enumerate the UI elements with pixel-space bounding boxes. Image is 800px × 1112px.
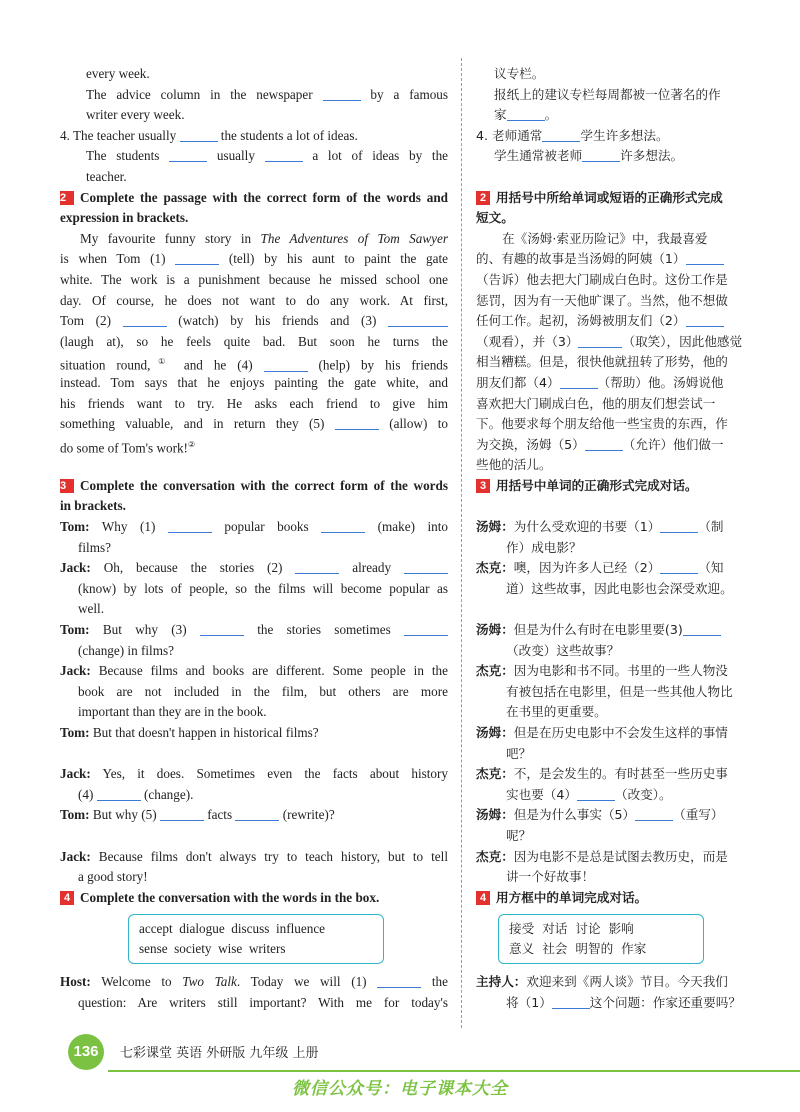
text-line: 家 。: [494, 107, 558, 123]
passage-line: 相当糟糕。但是，很快他就扭转了形势，他的: [476, 354, 728, 370]
answer-blank[interactable]: [321, 519, 365, 533]
answer-blank[interactable]: [335, 416, 379, 430]
answer-blank[interactable]: [582, 148, 620, 162]
dialogue-line: 作）成电影？: [506, 539, 582, 555]
dialogue-line: Jack: Oh, because the stories (2) already: [60, 558, 448, 579]
dialogue-line: Tom: But why (3) the stories sometimes: [60, 620, 448, 641]
dialogue-line: Tom: But why (5) facts (rewrite)?: [60, 807, 335, 823]
dialogue-line: 汤姆：但是为什么有时在电影里要(3): [476, 620, 742, 641]
answer-blank[interactable]: [265, 148, 303, 162]
answer-blank[interactable]: [323, 87, 361, 101]
text-line: every week.: [86, 66, 150, 81]
passage-line: is when Tom (1) (tell) by his aunt to paint the gate: [60, 251, 449, 267]
dialogue-line: (change) in films?: [78, 642, 174, 658]
dialogue-line: Jack: Yes, it does. Sometimes even the facts about history: [60, 766, 448, 782]
dialogue-line: Host: Welcome to Two Talk. Today we will (1) the: [60, 974, 449, 990]
word-box-line: accept dialogue discuss influence: [139, 921, 326, 937]
dialogue-line: Tom: But that doesn't happen in historical films?: [60, 725, 319, 740]
passage-line: （告诉）他去把大门刷成白色时。这份工作是: [476, 271, 728, 287]
page-number: 136: [68, 1034, 104, 1070]
dialogue-line: films?: [78, 539, 111, 555]
text-line: 议专栏。: [494, 66, 545, 81]
dialogue-line: 将（1） 这个问题：作家还重要吗？: [506, 994, 741, 1010]
passage-line: 为交换，汤姆（5） （允许）他们做一: [476, 436, 724, 452]
page-footer: [0, 1030, 800, 1112]
dialogue-line: 杰克：因为电影和书不同。书里的一些人物没: [476, 663, 728, 679]
section-number-badge: 2: [60, 191, 74, 205]
text-line: 报纸上的建议专栏每周都被一位著名的作: [494, 86, 721, 102]
dialogue-line: 道）这些故事，因此电影也会深受欢迎。: [506, 580, 733, 596]
answer-blank[interactable]: [235, 807, 279, 821]
answer-blank[interactable]: [542, 128, 580, 142]
section-number-badge: 4: [476, 891, 490, 905]
passage-line: 任何工作。起初，汤姆被朋友们（2）: [476, 311, 742, 332]
dialogue-line: (4) (change).: [78, 786, 194, 802]
dialogue-line: Jack: Because films don't always try to teach history, but to tell: [60, 848, 448, 864]
section-4-title: 4 Complete the conversation with the words in the box.: [60, 888, 448, 909]
answer-blank[interactable]: [169, 148, 207, 162]
dialogue-line: book are not included in the film, but others are more: [78, 683, 448, 699]
text-line: 4. The teacher usually the students a lot of ideas.: [60, 127, 358, 143]
answer-blank[interactable]: [377, 974, 421, 988]
answer-blank[interactable]: [560, 375, 598, 389]
section-3-title: 3 用括号中单词的正确形式完成对话。: [476, 476, 742, 497]
answer-blank[interactable]: [388, 313, 448, 327]
section-3-title-cont: in brackets.: [60, 498, 126, 514]
section-number-badge: 2: [476, 191, 490, 205]
passage-line: something valuable, and in return they (5) (allow) to: [60, 416, 449, 432]
passage-line: My favourite funny story in The Adventures of Tom Sawyer: [80, 230, 448, 246]
dialogue-line: （改变）这些故事？: [506, 642, 620, 658]
passage-line: 喜欢把大门刷成白色，他的朋友们想尝试一: [476, 395, 716, 411]
passage-line: (laugh at), so he feels quite bad. But soon he turns the: [60, 333, 448, 349]
dialogue-line: 呢？: [506, 827, 532, 843]
passage-line: instead. Tom says that he enjoys painting the gate white, and: [60, 374, 448, 390]
watermark: 微信公众号：电子课本大全: [292, 1079, 508, 1099]
text-line: 4. 老师通常 学生许多想法。: [476, 127, 669, 143]
section-2-title-cont: 短文。: [476, 210, 514, 226]
answer-blank[interactable]: [175, 251, 219, 265]
word-box-line: sense society wise writers: [139, 941, 286, 957]
passage-line: 下。他要求每个朋友给他一些宝贵的东西，作: [476, 416, 728, 432]
text-line: The students usually a lot of ideas by the: [86, 148, 449, 164]
answer-blank[interactable]: [180, 128, 218, 142]
passage-line: white. The work is a punishment because he missed school one: [60, 271, 448, 287]
dialogue-line: 杰克：不，是会发生的。有时甚至一些历史事: [476, 766, 728, 782]
section-number-badge: 4: [60, 891, 74, 905]
section-4-title: 4 用方框中的单词完成对话。: [476, 888, 742, 909]
dialogue-line: important than they are in the book.: [78, 704, 267, 720]
answer-blank[interactable]: [295, 560, 339, 574]
text-line: teacher.: [86, 168, 127, 184]
answer-blank[interactable]: [578, 334, 622, 348]
answer-blank[interactable]: [404, 622, 448, 636]
passage-line: 的、有趣的故事是当汤姆的阿姨（1）: [476, 249, 742, 270]
answer-blank[interactable]: [635, 807, 673, 821]
chinese-column: [476, 64, 742, 1014]
dialogue-line: Jack: Because films and books are different. Some people in the: [60, 663, 448, 679]
answer-blank[interactable]: [585, 437, 623, 451]
word-box-line: 接受 对话 讨论 影响: [509, 921, 634, 937]
answer-blank[interactable]: [686, 251, 724, 265]
dialogue-line: question: Are writers still important? With me for today's: [78, 994, 448, 1010]
section-number-badge: 3: [476, 479, 490, 493]
passage-line: do some of Tom's work!②: [60, 439, 196, 456]
answer-blank[interactable]: [97, 787, 141, 801]
answer-blank[interactable]: [123, 313, 167, 327]
dialogue-line: 吧？: [506, 745, 532, 761]
dialogue-line: 主持人：欢迎来到《两人谈》节目。今天我们: [476, 974, 728, 990]
text-line: 学生通常被老师 许多想法。: [494, 148, 684, 164]
answer-blank[interactable]: [686, 313, 724, 327]
dialogue-line: a good story!: [78, 869, 148, 885]
dialogue-line: 讲一个好故事！: [506, 869, 595, 885]
section-3-title: 3 Complete the conversation with the correct form of the words: [60, 477, 448, 493]
answer-blank[interactable]: [160, 807, 204, 821]
english-column: [60, 64, 448, 1014]
dialogue-line: 杰克：因为电影不是总是试图去教历史，而是: [476, 848, 728, 864]
passage-line: day. Of course, he does not want to do any work. At first,: [60, 292, 448, 308]
section-2-title: 2 Complete the passage with the correct form of the words and: [60, 189, 448, 205]
passage-line: his friends want to try. He asks each friend to give him: [60, 395, 448, 411]
passage-line: 惩罚，因为有一天他旷课了。当然，他不想做: [476, 292, 728, 308]
dialogue-line: 在书里的更重要。: [506, 704, 607, 720]
answer-blank[interactable]: [552, 995, 590, 1009]
section-2-title-cont: expression in brackets.: [60, 210, 189, 226]
passage-line: situation round,① and he (4) (help) by his friends: [60, 357, 449, 373]
answer-blank[interactable]: [660, 519, 698, 533]
section-2-title: 2 用括号中所给单词或短语的正确形式完成: [476, 188, 742, 209]
dialogue-line: 汤姆：但是为什么事实（5） （重写）: [476, 807, 724, 823]
passage-line: 在《汤姆·索亚历险记》中，我最喜爱: [502, 230, 708, 246]
answer-blank[interactable]: [200, 622, 244, 636]
passage-line: Tom (2) (watch) by his friends and (3): [60, 311, 448, 332]
passage-line: 些他的活儿。: [476, 457, 552, 473]
passage-line: （观看），并（3） （取笑），因此他感觉: [476, 333, 743, 349]
dialogue-line: well.: [78, 601, 105, 617]
text-line: The advice column in the newspaper by a famous: [86, 86, 449, 102]
answer-blank[interactable]: [577, 787, 615, 801]
book-title: 七彩课堂 英语 外研版 九年级 上册: [120, 1046, 319, 1061]
answer-blank[interactable]: [404, 560, 448, 574]
answer-blank[interactable]: [264, 358, 308, 372]
answer-blank[interactable]: [660, 560, 698, 574]
dialogue-line: (know) by lots of people, so the films will become popular as: [78, 580, 448, 596]
dialogue-line: 杰克：噢，因为许多人已经（2） （知: [476, 560, 724, 576]
passage-line: 朋友们都（4） （帮助）他。汤姆说他: [476, 374, 724, 390]
column-divider: [461, 58, 462, 1028]
dialogue-line: 汤姆：但是在历史电影中不会发生这样的事情: [476, 725, 728, 740]
answer-blank[interactable]: [683, 622, 721, 636]
answer-blank[interactable]: [507, 107, 545, 121]
text-line: writer every week.: [86, 107, 185, 123]
dialogue-line: 有被包括在电影里，但是一些其他人物比: [506, 683, 733, 699]
footer-rule: [108, 1070, 800, 1072]
word-box: [128, 914, 384, 964]
word-box: [498, 914, 704, 964]
dialogue-line: Tom: Why (1) popular books (make) into: [60, 519, 448, 535]
answer-blank[interactable]: [168, 519, 212, 533]
dialogue-line: 汤姆：为什么受欢迎的书要（1） （制: [476, 519, 724, 535]
dialogue-line: 实也要（4） （改变）。: [506, 786, 672, 802]
section-number-badge: 3: [60, 479, 74, 493]
word-box-line: 意义 社会 明智的 作家: [509, 941, 647, 957]
